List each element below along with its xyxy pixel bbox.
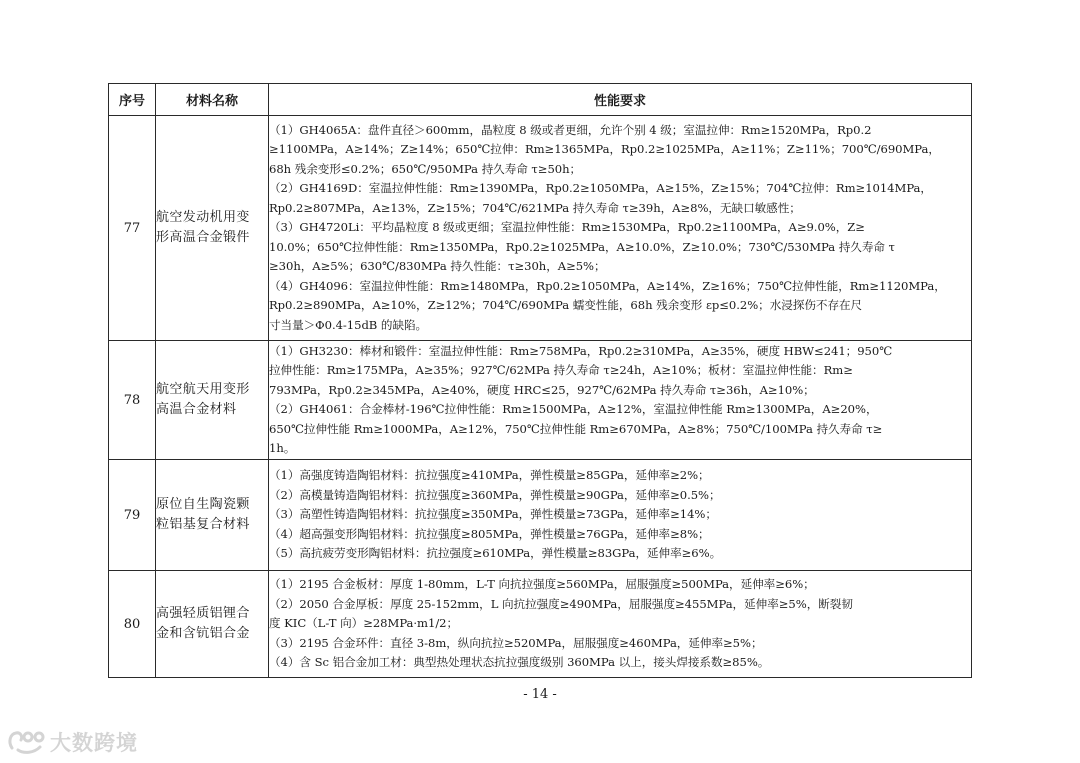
header-requirements: 性能要求 [269, 84, 972, 116]
requirement-line: （5）高抗疲劳变形陶铝材料：抗拉强度≥610MPa，弹性模量≥83GPa，延伸率≥6%。 [269, 546, 722, 561]
requirement-line: 度 KIC（L-T 向）≥28MPa·m1/2； [269, 616, 459, 631]
row-seq-number: 80 [109, 571, 156, 678]
table-row [109, 571, 972, 678]
requirement-line: （3）高塑性铸造陶铝材料：抗拉强度≥350MPa，弹性模量≥73GPa，延伸率≥14%； [269, 507, 717, 522]
material-name-line: 航空发动机用变 [156, 210, 250, 225]
materials-spec-table [108, 83, 972, 678]
requirement-line: （2）GH4169D：室温拉伸性能：Rm≥1390MPa，Rp0.2≥1050MPa，A≥15%，Z≥15%；704℃拉伸：Rm≥1014MPa， [269, 181, 932, 196]
material-name-line: 金和含钪铝合金 [156, 626, 250, 641]
material-name-line: 形高温合金锻件 [156, 230, 250, 245]
requirement-line: 拉伸性能：Rm≥175MPa，A≥35%；927℃/62MPa 持久寿命 τ≥24h，A≥10%；板材：室温拉伸性能：Rm≥ [269, 363, 853, 377]
row-requirements [269, 341, 972, 460]
row-seq-number: 79 [109, 460, 156, 571]
table-header-row [109, 84, 972, 116]
requirement-line: （2）高模量铸造陶铝材料：抗拉强度≥360MPa，弹性模量≥90GPa，延伸率≥0.5%； [269, 487, 721, 502]
requirement-line: 1h。 [269, 441, 296, 455]
requirement-line: （2）2050 合金厚板：厚度 25-152mm，L 向抗拉强度≥490MPa，屈服强度≥455MPa，延伸率≥5%，断裂韧 [269, 596, 853, 611]
requirement-line: Rp0.2≥890MPa，A≥10%，Z≥12%；704℃/690MPa 蠕变性能，68h 残余变形 εp≤0.2%；水浸探伤不存在尺 [269, 298, 863, 313]
row-requirements [269, 116, 972, 341]
brand-logo-icon [6, 728, 46, 756]
watermark [6, 727, 138, 757]
header-seq: 序号 [109, 84, 156, 116]
table-row [109, 341, 972, 460]
requirement-line: （1）GH4065A：盘件直径＞600mm，晶粒度 8 级或者更细，允许个别 4 级；室温拉伸：Rm≥1520MPa，Rp0.2 [269, 122, 872, 137]
row-seq-number: 77 [109, 116, 156, 341]
requirement-line: （2）GH4061：合金棒材-196℃拉伸性能：Rm≥1500MPa，A≥12%，室温拉伸性能 Rm≥1300MPa，A≥20%， [269, 402, 878, 416]
requirement-line: （4）GH4096：室温拉伸性能：Rm≥1480MPa，Rp0.2≥1050MPa，A≥14%，Z≥16%；750℃拉伸性能，Rm≥1120MPa， [269, 278, 946, 293]
material-name-line: 原位自生陶瓷颗 [156, 497, 250, 512]
material-name-line: 粒铝基复合材料 [156, 517, 250, 532]
row-material-name [156, 341, 269, 460]
row-material-name [156, 571, 269, 678]
requirement-line: ≥1100MPa，A≥14%；Z≥14%；650℃拉伸：Rm≥1365MPa，Rp0.2≥1025MPa，A≥11%；Z≥11%；700℃/690MPa， [269, 142, 940, 157]
watermark-text: 大数跨境 [50, 731, 138, 755]
row-requirements [269, 460, 972, 571]
material-name-line: 高强轻质铝锂合 [156, 606, 250, 621]
material-name-line: 航空航天用变形 [156, 382, 250, 397]
requirement-line: 寸当量＞Φ0.4-15dB 的缺陷。 [269, 317, 428, 332]
requirement-line: （4）含 Sc 铝合金加工材：典型热处理状态抗拉强度级别 360MPa 以上，接头焊接系数≥85%。 [269, 655, 770, 670]
row-requirements [269, 571, 972, 678]
requirement-line: （3）2195 合金环件：直径 3-8m，纵向抗拉≥520MPa，屈服强度≥460MPa，延伸率≥5%； [269, 635, 763, 650]
table-row [109, 460, 972, 571]
requirement-line: 650℃拉伸性能 Rm≥1000MPa，A≥12%，750℃拉伸性能 Rm≥670MPa，A≥8%；750℃/100MPa 持久寿命 τ≥ [269, 421, 883, 436]
requirement-line: 10.0%；650℃拉伸性能：Rm≥1350MPa，Rp0.2≥1025MPa，A≥10.0%，Z≥10.0%；730℃/530MPa 持久寿命 τ [269, 239, 895, 254]
requirement-line: （3）GH4720Li：平均晶粒度 8 级或更细；室温拉伸性能：Rm≥1530MPa，Rp0.2≥1100MPa，A≥9.0%，Z≥ [269, 220, 865, 235]
requirement-line: （1）GH3230：棒材和锻件：室温拉伸性能：Rm≥758MPa，Rp0.2≥310MPa，A≥35%，硬度 HBW≤241；950℃ [269, 343, 893, 358]
requirement-line: 793MPa，Rp0.2≥345MPa，A≥40%，硬度 HRC≤25，927℃/62MPa 持久寿命 τ≥36h，A≥10%； [269, 382, 815, 397]
requirement-line: （1）2195 合金板材：厚度 1-80mm，L-T 向抗拉强度≥560MPa，屈服强度≥500MPa，延伸率≥6%； [269, 577, 815, 592]
page-number: - 14 - [523, 687, 557, 702]
requirement-line: （4）超高强变形陶铝材料：抗拉强度≥805MPa，弹性模量≥76GPa，延伸率≥8%； [269, 526, 710, 541]
row-material-name [156, 460, 269, 571]
row-seq-number: 78 [109, 341, 156, 460]
material-name-line: 高温合金材料 [156, 402, 237, 417]
table-row [109, 116, 972, 341]
requirement-line: ≥30h，A≥5%；630℃/830MPa 持久性能：τ≥30h，A≥5%； [269, 259, 606, 274]
requirement-line: Rp0.2≥807MPa，A≥13%，Z≥15%；704℃/621MPa 持久寿命 τ≥39h，A≥8%，无缺口敏感性； [269, 200, 801, 215]
header-material-name: 材料名称 [156, 84, 269, 116]
requirement-line: 68h 残余变形≤0.2%；650℃/950MPa 持久寿命 τ≥50h； [269, 161, 582, 176]
row-material-name [156, 116, 269, 341]
requirement-line: （1）高强度铸造陶铝材料：抗拉强度≥410MPa，弹性模量≥85GPa，延伸率≥2%； [269, 468, 710, 483]
